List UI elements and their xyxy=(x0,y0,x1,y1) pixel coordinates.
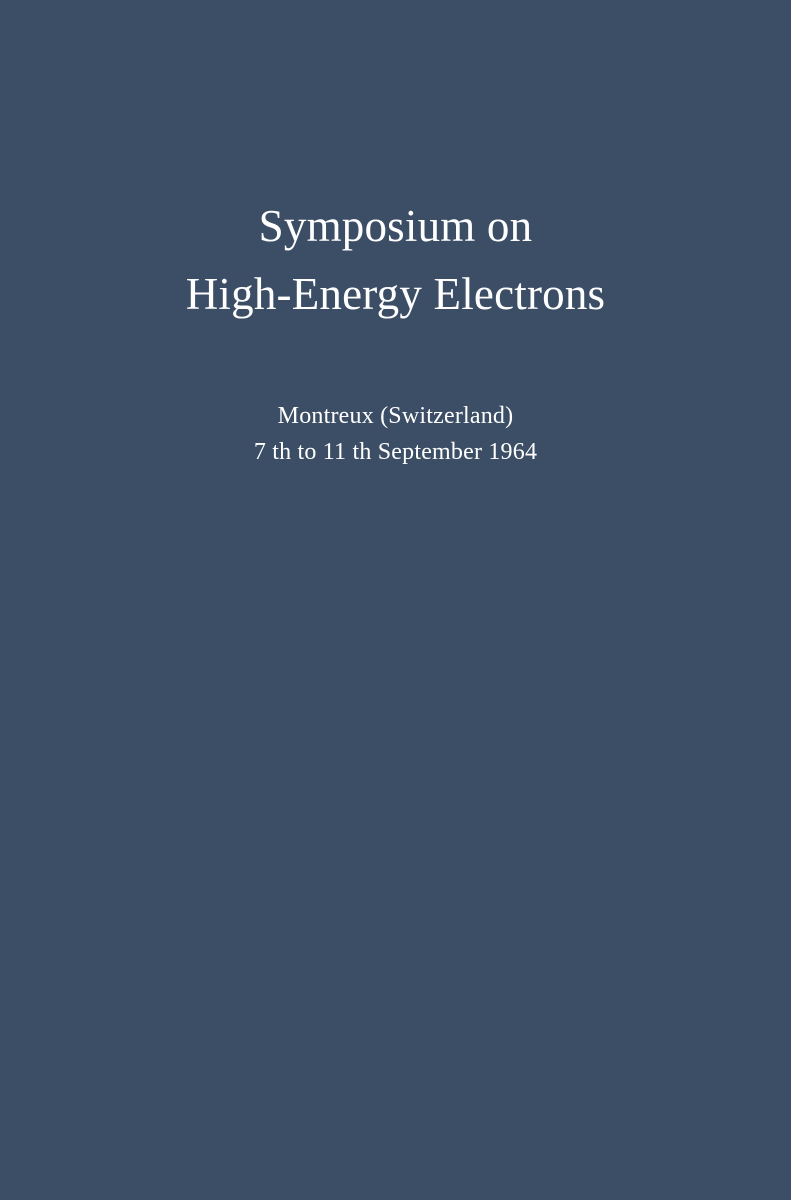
date-line: 7 th to 11 th September 1964 xyxy=(253,439,538,465)
venue-line: Montreux (Switzerland) xyxy=(277,403,514,429)
cover-title xyxy=(0,192,791,328)
cover-subtitle xyxy=(0,398,791,470)
title-line-1: Symposium on xyxy=(258,201,533,251)
title-line-2: High-Energy Electrons xyxy=(185,269,606,319)
